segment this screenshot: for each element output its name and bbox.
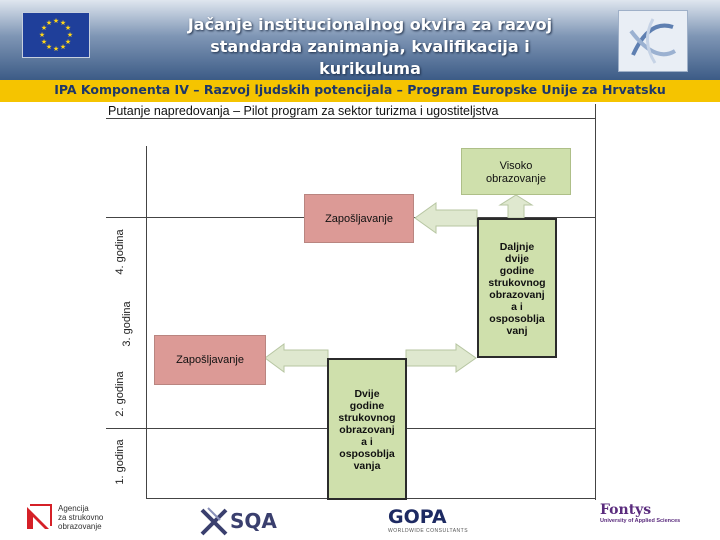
program-bar-text: IPA Komponenta IV – Razvoj ljudskih potencijala – Program Europske Unije za Hrvatsku (54, 82, 666, 97)
two-year-program-line: godine (349, 400, 385, 412)
gopa-logo (388, 506, 468, 534)
year-label-2: 2. godina (114, 371, 126, 417)
fontys-text: Fontys (600, 502, 652, 518)
two-year-program-box (327, 358, 407, 500)
svg-text:★: ★ (40, 38, 48, 46)
year-axis-line (146, 146, 147, 498)
svg-text:★: ★ (40, 24, 48, 32)
two-year-program-line: Dvije (354, 388, 380, 400)
arrow-to-higher-education (500, 195, 532, 218)
banner-title-line2: standarda zanimanja, kvalifikacija i kurikuluma (210, 37, 530, 78)
further-program-line: strukovnog (488, 277, 546, 289)
employment-left-label: Zapošljavanje (176, 354, 244, 366)
banner-title-line1: Jačanje institucionalnog okvira za razvoj (187, 15, 553, 34)
svg-text:★: ★ (64, 24, 72, 32)
two-year-program-line: obrazovanj (339, 424, 395, 436)
further-program-line: obrazovanj (489, 289, 545, 301)
sqa-icon (200, 506, 228, 536)
agencija-line: za strukovno (58, 512, 104, 522)
two-year-program-line: vanja (353, 460, 381, 472)
banner-title (160, 14, 580, 80)
svg-text:★: ★ (45, 43, 53, 51)
further-program-line: Daljnje (499, 241, 535, 253)
frame-top-line (106, 118, 596, 119)
agencija-line: obrazovanje (58, 521, 102, 531)
sqa-text: SQA (230, 509, 277, 533)
svg-text:★: ★ (52, 17, 60, 25)
agencija-text (58, 504, 103, 531)
two-year-program-line: strukovnog (338, 412, 396, 424)
agencija-line: Agencija (58, 503, 89, 513)
svg-text:★: ★ (64, 38, 72, 46)
svg-text:★: ★ (45, 19, 53, 27)
further-program-line: dvije (505, 253, 529, 265)
svg-text:★: ★ (59, 43, 67, 51)
two-year-program-line: a i (361, 436, 373, 448)
further-program-line: a i (511, 301, 523, 313)
agencija-icon (24, 502, 54, 532)
header-banner (0, 0, 720, 80)
gopa-subtext: WORLDWIDE CONSULTANTS (388, 528, 469, 534)
two-year-program-line: osposoblja (339, 448, 395, 460)
higher-education-box (461, 148, 571, 195)
fontys-subtext: University of Applied Sciences (600, 518, 681, 524)
svg-text:★: ★ (66, 31, 74, 39)
diagram-title: Putanje napredovanja – Pilot program za sektor turizma i ugostiteljstva (108, 104, 499, 118)
sqa-logo (200, 506, 277, 536)
further-program-line: godine (499, 265, 535, 277)
employment-upper-label: Zapošljavanje (325, 212, 393, 225)
higher-education-line: obrazovanje (486, 173, 546, 185)
gopa-text: GOPA (388, 506, 447, 528)
higher-education-line: Visoko (499, 160, 533, 172)
svg-text:★: ★ (59, 19, 67, 27)
svg-text:★: ★ (38, 31, 46, 39)
year-label-4: 4. godina (114, 229, 126, 275)
svg-text:★: ★ (52, 45, 60, 53)
agencija-logo (24, 502, 103, 532)
year-label-3: 3. godina (121, 301, 133, 347)
further-two-year-program-box (477, 218, 557, 358)
employment-box-left (154, 335, 266, 385)
employment-box-upper (304, 194, 414, 243)
further-program-line: osposoblja (489, 313, 545, 325)
arrow-to-further-program (406, 344, 476, 372)
eu-flag-icon (22, 12, 90, 58)
frame-right-line (595, 104, 596, 500)
program-bar (0, 80, 720, 102)
arrow-to-employment-upper (415, 203, 477, 233)
fontys-logo (600, 502, 680, 524)
project-logo-icon (618, 10, 688, 72)
arrow-to-employment-left (265, 344, 328, 372)
year-label-1: 1. godina (114, 439, 126, 485)
further-program-line: vanj (506, 325, 528, 337)
